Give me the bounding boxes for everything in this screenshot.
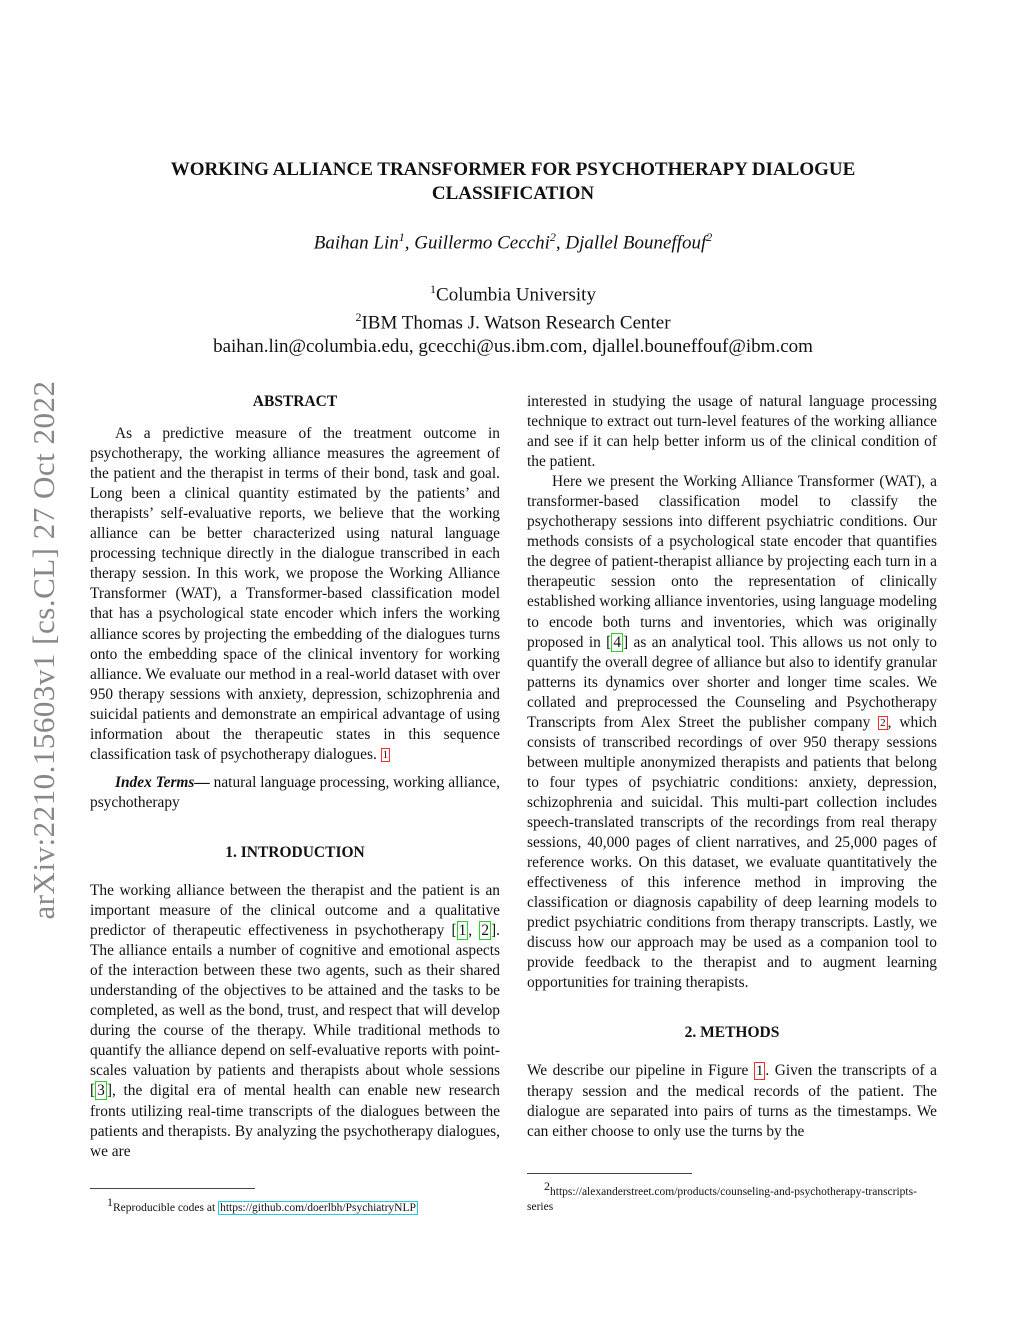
index-terms <box>90 773 500 813</box>
intro-paragraph-1: The working alliance between the therapist and the patient is an important measure of the clinical outcome and a qualitative predictor of therapeutic effectiveness in psychotherapy [ 1 , 2 ]. The alliance entails a number of cognitive and emotional aspects of the interaction between these two agents, such as their shared understanding of the objectives to be attained and the tasks to be completed, as well as the bond, trust, and respect that will develop during the course of the therapy. While traditional methods to quantify the alliance depend on self-evaluative reports with point-scales valuation by patients and therapists about whole sessions [ 3 ], the digital era of mental health can enable new research fronts utilizing real-time transcripts of the dialogues between the patients and therapists. By analyzing the psychotherapy dialogues, we are <box>90 881 500 1160</box>
title-line-2: CLASSIFICATION <box>431 183 595 204</box>
footnote-1-link[interactable]: 1 <box>382 748 389 761</box>
methods-heading: 2. METHODS <box>684 1024 780 1042</box>
affiliation-2-name: IBM Thomas J. Watson Research Center <box>361 312 671 334</box>
intro-text-b: ]. The alliance entails a number of cognitive and emotional aspects of the interaction between these two agents, such as their shared understanding of the objectives to be attained and the tasks to be completed, as well as the bond, trust, and respect that will develop during the course of the therapy. While traditional methods to quantify the alliance depend on self-evaluative reports with point-scales valuation by patients and therapists about whole sessions [ <box>90 922 500 1100</box>
affiliation-2-sup: 2 <box>355 310 362 325</box>
footnote-1-mark: 1 <box>107 1195 113 1209</box>
affiliations <box>100 278 926 358</box>
affiliation-1-sup: 1 <box>430 282 437 296</box>
footnote-2-link[interactable]: 2 <box>880 716 886 729</box>
index-terms-text: natural language processing, working alliance, psychotherapy <box>90 773 501 811</box>
footnote-1 <box>107 1195 418 1216</box>
footnote-rule-right <box>527 1173 692 1174</box>
intro-heading: 1. INTRODUCTION <box>225 843 365 861</box>
abstract-text <box>90 424 500 765</box>
cite-2[interactable]: 2 <box>481 922 490 940</box>
methods-text-b: . Given the transcripts of a therapy session and the medical records of the patient. The dialogue are separated into pairs of turns as the timestamps. We can either choose to only use the turns by the <box>527 1062 937 1140</box>
index-terms-label: Index Terms— <box>115 773 210 791</box>
right-column <box>527 392 937 1142</box>
author-emails: baihan.lin@columbia.edu, gcecchi@us.ibm.com, djallel.bouneffouf@ibm.com <box>213 335 813 357</box>
intro-p2-text-c: , which consists of transcribed recordings of over 950 therapy sessions between multiple anonymized therapists and patients that belong to four types of psychiatric conditions: anxiety, depression, schizophrenia and suicidal. This multi-part collection includes speech-translated transcripts of the recordings from real therapy sessions, 40,000 pages of client narratives, and 25,000 pages of reference works. On this dataset, we evaluate quantitatively the effectiveness of this inference method in improving the classification or diagnosis capability of deep learning models to predict psychiatric conditions from therapy transcripts. Lastly, we discuss how our approach may be used as a companion tool to provide feedback to the therapist and to augment learning opportunities for training therapists. <box>527 713 938 992</box>
methods-paragraph <box>527 1061 937 1141</box>
footnote-2-mark: 2 <box>544 1179 550 1193</box>
methods-text-a: We describe our pipeline in Figure <box>527 1062 754 1080</box>
paper-title <box>100 158 926 206</box>
intro-text-a: The working alliance between the therapist and the patient is an important measure of the clinical outcome and a qualitative predictor of therapeutic effectiveness in psychotherapy [ <box>90 881 500 940</box>
arxiv-stamp <box>20 360 68 940</box>
intro-p2-text-b: ] as an analytical tool. This allows us not only to quantify the overall degree of alliance but also to identify granular patterns its dynamics over shorter and longer time scales. We collated and preprocessed the Counseling and Psychotherapy Transcripts from Alex Street the publisher company <box>527 633 937 731</box>
intro-p2-text-a: Here we present the Working Alliance Transformer (WAT), a transformer-based classification model to classify the psychotherapy sessions into different psychiatric conditions. Our methods consists of a psychological state encoder that quantifies the degree of patient-therapist alliance by projecting each turn in a therapeutic session onto the representation of clinically established working alliance inventories, using language modeling to encode both turns and inventories, which was originally proposed in [ <box>527 473 937 651</box>
affiliation-1 <box>100 278 926 306</box>
left-column <box>90 392 500 1162</box>
github-link[interactable]: https://github.com/doerlbh/PsychiatryNLP <box>220 1201 416 1214</box>
footnote-1-text: Reproducible codes at <box>113 1201 219 1214</box>
authors <box>100 230 926 254</box>
cite-3[interactable]: 3 <box>97 1082 105 1100</box>
author-3-sup: 2 <box>706 230 713 244</box>
cite-1[interactable]: 1 <box>458 922 467 940</box>
abstract-body: As a predictive measure of the treatment outcome in psychotherapy, the working alliance measures the agreement of the patient and the therapist in terms of their bond, task and goal. Long been a clinical quantity estimated by the patients’ and therapists’ self-evaluative reports, we believe that the working alliance can be better characterized using natural language processing technique directly in the dialogue transcribed in each therapy session. In this work, we propose the Working Alliance Transformer (WAT), a Transformer-based classification model that has a psychological state encoder which infers the working alliance scores by projecting the embedding of the dialogues turns onto the embedding space of the clinical inventory for working alliance. We evaluate our method in a real-world dataset with over 950 therapy sessions with anxiety, depression, schizophrenia and suicidal patients and demonstrate an empirical advantage of using information about the therapeutic states in this sequence classification task of psychotherapy dialogues. <box>90 425 500 763</box>
author-1: Baihan Lin <box>313 232 399 254</box>
cite-4[interactable]: 4 <box>613 633 622 651</box>
title-line-1: WORKING ALLIANCE TRANSFORMER FOR PSYCHOTHERAPY DIALOGUE <box>170 159 856 180</box>
intro-paragraph-2 <box>527 472 937 993</box>
affiliation-2 <box>100 306 926 334</box>
author-2: , Guillermo Cecchi <box>404 232 550 254</box>
footnote-rule-left <box>90 1188 255 1189</box>
author-2-sup: 2 <box>549 230 556 244</box>
figure-1-link[interactable]: 1 <box>755 1063 764 1080</box>
author-3: , Djallel Bouneffouf <box>555 232 707 254</box>
author-1-sup: 1 <box>398 230 405 244</box>
abstract-heading: ABSTRACT <box>252 393 338 410</box>
footnote-2 <box>527 1179 937 1215</box>
arxiv-stamp-text: arXiv:2210.15603v1 [cs.CL] 27 Oct 2022 <box>26 380 61 920</box>
intro-paragraph-1-cont: interested in studying the usage of natural language processing technique to extract out turn-level features of the working alliance and see if it can help better inform us of the clinical condition of the patient. <box>527 393 937 471</box>
footnote-2-text: https://alexanderstreet.com/products/counseling-and-psychotherapy-transcripts-series <box>527 1185 917 1213</box>
affiliation-1-name: Columbia University <box>436 284 596 306</box>
intro-text-c: ], the digital era of mental health can enable new research fronts utilizing real-time transcripts of the dialogues between the patients and therapists. By analyzing the psychotherapy dialogues, we are <box>90 1082 500 1160</box>
